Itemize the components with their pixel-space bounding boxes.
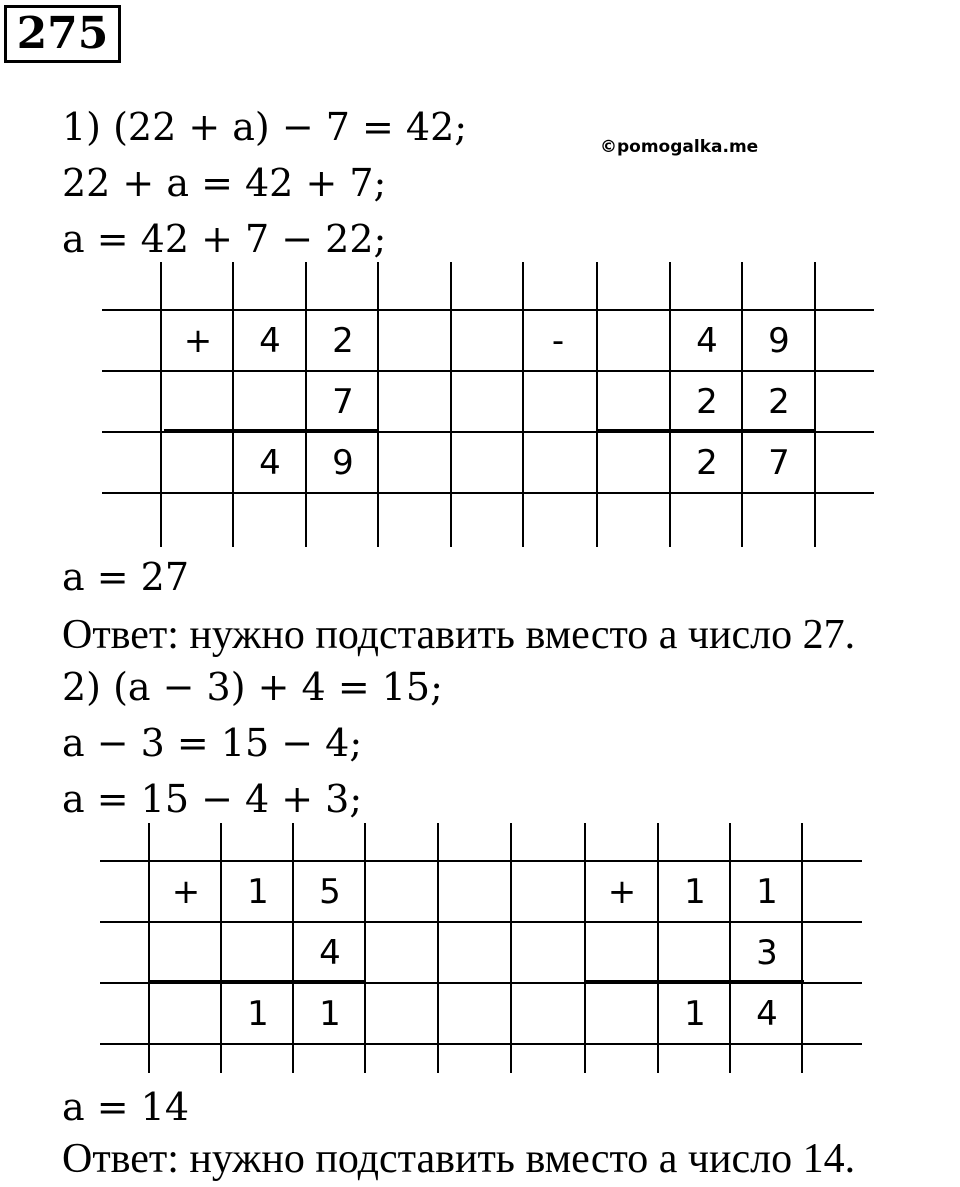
answer-line: Ответ: нужно подставить вместо а число 14. bbox=[62, 1136, 856, 1182]
calc-cell bbox=[162, 372, 234, 432]
calc-cell: 2 bbox=[332, 321, 354, 361]
calc-cell bbox=[234, 372, 306, 432]
calc-cell: 7 bbox=[332, 382, 354, 422]
calc-cell: 4 bbox=[259, 321, 281, 361]
calc-cell bbox=[586, 923, 658, 983]
calc-cell bbox=[586, 984, 658, 1044]
calc-cell bbox=[522, 372, 594, 432]
calc-cell: 7 bbox=[768, 443, 790, 483]
calc-cell: 2 bbox=[696, 382, 718, 422]
grid-line bbox=[450, 262, 452, 547]
result-line: a = 14 bbox=[62, 1085, 190, 1129]
calc-cell: 1 bbox=[319, 994, 341, 1034]
calc-cell: 9 bbox=[768, 321, 790, 361]
calc-cell: 9 bbox=[332, 443, 354, 483]
calc-cell: 4 bbox=[756, 994, 778, 1034]
calc-cell: 4 bbox=[319, 933, 341, 973]
calc-cell bbox=[162, 433, 234, 493]
calc-cell: 3 bbox=[756, 933, 778, 973]
equation-line: a = 15 − 4 + 3; bbox=[62, 777, 363, 821]
calc-cell: 4 bbox=[259, 443, 281, 483]
calc-cell: 4 bbox=[696, 321, 718, 361]
calc-cell: 5 bbox=[319, 872, 341, 912]
equation-line: 1) (22 + a) − 7 = 42; bbox=[62, 105, 468, 149]
calc-cell bbox=[522, 433, 594, 493]
calc-cell: 1 bbox=[684, 994, 706, 1034]
calc-cell bbox=[659, 923, 731, 983]
result-line: a = 27 bbox=[62, 555, 190, 599]
equation-line: a = 42 + 7 − 22; bbox=[62, 217, 387, 261]
calc-cell: 2 bbox=[768, 382, 790, 422]
calc-cell: + bbox=[171, 872, 201, 912]
calc-cell bbox=[598, 372, 670, 432]
calc-cell bbox=[150, 984, 222, 1044]
calc-cell: 1 bbox=[247, 872, 269, 912]
problem-number: 275 bbox=[4, 5, 121, 63]
equation-line: 22 + a = 42 + 7; bbox=[62, 161, 387, 205]
calc-cell: + bbox=[183, 321, 213, 361]
answer-line: Ответ: нужно подставить вместо а число 27. bbox=[62, 612, 856, 658]
calc-cell bbox=[598, 433, 670, 493]
calc-cell bbox=[150, 923, 222, 983]
watermark: ©pomogalka.me bbox=[600, 137, 759, 157]
calc-cell: 2 bbox=[696, 443, 718, 483]
calc-cell: 1 bbox=[756, 872, 778, 912]
equation-line: a − 3 = 15 − 4; bbox=[62, 721, 363, 765]
calc-cell: - bbox=[551, 321, 565, 361]
calc-cell bbox=[598, 311, 670, 371]
calc-cell: 1 bbox=[247, 994, 269, 1034]
calc-cell bbox=[222, 923, 294, 983]
calc-cell: + bbox=[607, 872, 637, 912]
equation-line: 2) (a − 3) + 4 = 15; bbox=[62, 665, 443, 709]
calc-cell: 1 bbox=[684, 872, 706, 912]
